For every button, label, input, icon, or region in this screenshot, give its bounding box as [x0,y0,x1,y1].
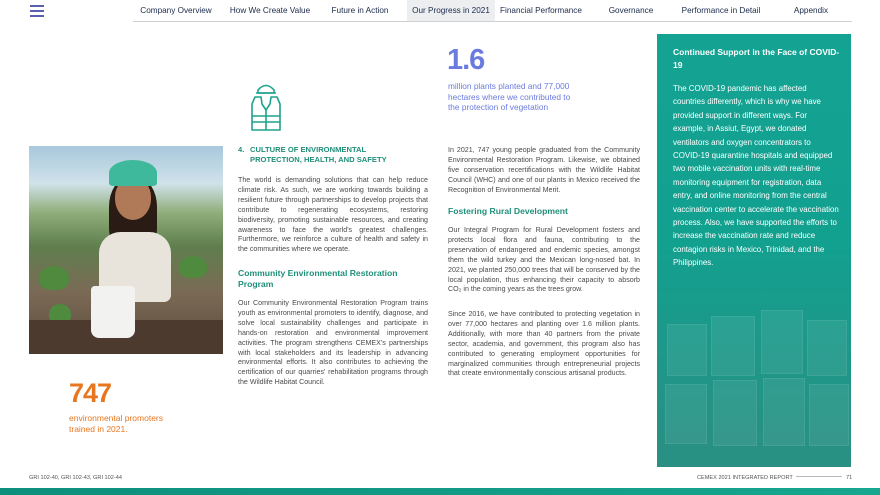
footer-rule [796,476,842,477]
stat-plants-value: 1.6 [447,44,485,76]
gri-references: GRI 102-40, GRI 102-43, GRI 102-44 [29,475,122,481]
tab-company-overview[interactable]: Company Overview [140,6,212,15]
tab-financial-performance[interactable]: Financial Performance [500,6,582,15]
section-heading: 4. CULTURE OF ENVIRONMENTAL PROTECTION, HEALTH, AND SAFETY [238,145,387,164]
stat-plants-caption: million plants planted and 77,000 hectares where we contributed to the protection of vegetation [448,81,571,112]
panel-title: Continued Support in the Face of COVID-19 [673,47,840,70]
tab-future-in-action[interactable]: Future in Action [331,6,389,15]
paragraph-graduates: In 2021, 747 young people graduated from the Community Environmental Restoration Program. Likewise, we obtained five conservation recertifications with the Wildlife Habitat Council (WHC) and one of our plants in Mexico received the Recognition of Environmental Merit. [448,146,640,194]
bottom-band [0,488,880,495]
paragraph-rural-program: Our Integral Program for Rural Development fosters and protects local flora and fauna, contributing to the preservation of endangered and endemic species, amongst them the wild turkey and the Mexican long-nosed bat. In 2021, we planted 250,000 trees that will be conserved by the local population, thus enhancing their capacity to absorb CO₂ in the coming years as the trees grow. [448,226,640,294]
covid-support-panel [657,34,851,467]
tab-how-we-create-value[interactable]: How We Create Value [229,6,311,15]
safety-vest-icon [249,82,283,132]
tab-appendix[interactable]: Appendix [793,6,829,15]
tab-our-progress-2021[interactable]: Our Progress in 2021 [407,0,495,21]
nav-divider [133,21,852,22]
environmental-promoter-photo [29,146,223,354]
paragraph-community-program: Our Community Environmental Restoration Program trains youth as environmental promoters to identify, diagnose, and solve local sustainability challenges and participate in hands-on restoration and environmental improvement activities. The program strengthens CEMEX's partnerships with local stakeholders and its leadership in advancing environmental efforts. It also contributes to achieving the certification of our quarries' rehabilitation programs through the Wildlife Habitat Council. [238,299,428,387]
page-number: 71 [846,475,853,481]
subheading-rural-development: Fostering Rural Development [448,206,568,216]
subheading-community-restoration: Community Environmental Restoration Program [238,268,398,289]
tab-governance[interactable]: Governance [608,6,654,15]
paragraph-since-2016: Since 2016, we have contributed to protecting vegetation in over 77,000 hectares and planting over 1.6 million plants. Additionally, with more than 40 partners from the private sector, academia, and government, this program also has contributed to generating employment opportunities for marginalized communities through entrepreneurial projects that create environmentally conscious artisanal products. [448,310,640,378]
section-intro: The world is demanding solutions that can help reduce climate risk. As such, we are working towards building a resilient future through partnerships to develop projects that contribute to regenerating ecosystems, restoring biodiversity, promoting sustainable resources, and creating awareness to face the world's greatest challenges. Furthermore, we reinforce a culture of health and safety in the communities where we operate. [238,176,428,254]
top-navigation [0,0,880,22]
report-title: CEMEX 2021 INTEGRATED REPORT [697,475,793,481]
stat-promoters-value: 747 [69,378,112,408]
tab-performance-in-detail[interactable]: Performance in Detail [681,6,761,15]
vaccine-box-decoration [667,324,707,376]
panel-body: The COVID-19 pandemic has affected countries differently, which is why we have provided support in different ways. For example, in Assiut, Egypt, we donated ventilators and oxygen concentrators to COVID-19 quarantine hospitals and equipped two mobile vaccination units with real-time monitoring equipment for registration, data entry, and online monitoring from the central vaccination center to accelerate the vaccination process. Also, we have supported the efforts to increase the vaccination rate and reduce contagion risks in Mexico, Trinidad, and the Philippines. [673,84,839,268]
stat-promoters-caption: environmental promoters trained in 2021. [69,413,164,434]
menu-icon[interactable] [30,5,44,17]
